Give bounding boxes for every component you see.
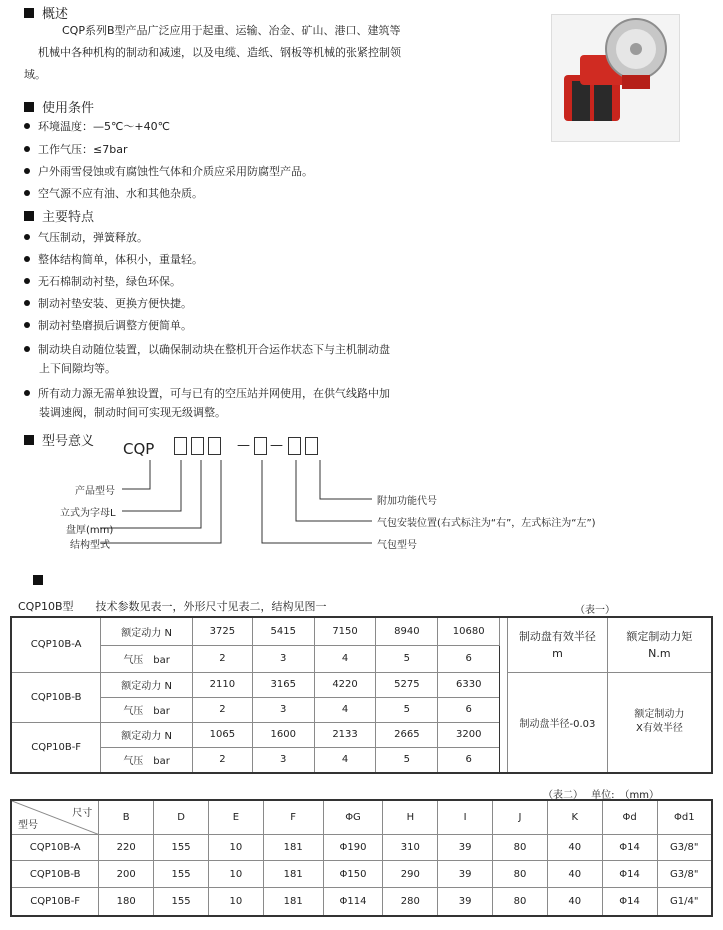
feature-item: 气压制动，弹簧释放。 [24, 230, 148, 245]
model-code-boxes-suffix [288, 437, 318, 455]
table-cell: G3/8" [657, 861, 712, 888]
label-additional-function: 附加功能代号 [377, 496, 437, 507]
table-cell: 80 [493, 861, 548, 888]
table-cell: 额定动力 N [101, 722, 193, 747]
table-cell: 2665 [376, 722, 438, 747]
table-cell: 5275 [376, 672, 438, 697]
table-cell: 2 [192, 645, 252, 672]
table-cell: CQP10B-B [11, 672, 101, 722]
table-cell: 290 [383, 861, 438, 888]
heading-bullet-icon [24, 102, 34, 112]
table-header-row [11, 800, 712, 834]
table-header: K [547, 800, 602, 834]
table-cell: CQP10B-A [11, 617, 101, 672]
table-cell: CQP10B-F [11, 722, 101, 773]
corner-label-model: 型号 [18, 819, 38, 831]
table-cell: 8940 [376, 617, 438, 645]
table-cell: 40 [547, 888, 602, 916]
table-header: F [263, 800, 323, 834]
feature-item: 整体结构简单，体积小，重量轻。 [24, 252, 203, 267]
table-cell: 155 [154, 888, 209, 916]
table-cell: 155 [154, 861, 209, 888]
label-structure-type: 结构型式 [70, 540, 110, 551]
table-cell: 2 [192, 747, 252, 773]
code-box [305, 437, 318, 455]
bullet-icon [24, 168, 30, 174]
table-cell: 181 [263, 888, 323, 916]
table-cell: 39 [438, 834, 493, 861]
table-divider [500, 617, 508, 773]
table-section-bullet-icon [33, 575, 43, 585]
table-cell: 3 [252, 697, 314, 722]
table-cell: Φ114 [323, 888, 383, 916]
table-cell: CQP10B-F [11, 888, 99, 916]
table-cell: 2 [192, 697, 252, 722]
code-box [254, 437, 267, 455]
code-box [174, 437, 187, 455]
table-cell: 5 [376, 697, 438, 722]
feature-item: 制动衬垫安装、更换方便快捷。 [24, 296, 192, 311]
table-cell: 80 [493, 888, 548, 916]
code-box [191, 437, 204, 455]
model-prefix: CQP [123, 440, 155, 458]
table1-label: （表一） [575, 605, 615, 616]
heading-bullet-icon [24, 8, 34, 18]
table-cell: Φ14 [602, 888, 657, 916]
table-cell: 3200 [438, 722, 500, 747]
table-cell: 6330 [438, 672, 500, 697]
table-header: ΦG [323, 800, 383, 834]
table-header: D [154, 800, 209, 834]
table-cell: 10 [208, 861, 263, 888]
table-cell: 180 [99, 888, 154, 916]
table-row [11, 617, 712, 645]
feature-item: 无石棉制动衬垫，绿色环保。 [24, 274, 181, 289]
label-airbag-position: 气包安装位置(右式标注为“右”，左式标注为“左”) [377, 518, 596, 529]
label-product-model: 产品型号 [75, 486, 115, 497]
bullet-icon [24, 190, 30, 196]
table-cell: 280 [383, 888, 438, 916]
code-dash: — [270, 438, 283, 453]
table-row [11, 672, 712, 697]
table-cell: G1/4" [657, 888, 712, 916]
table-cell-torque-value: 额定制动力 X有效半径 [607, 672, 712, 773]
table-cell: 6 [438, 645, 500, 672]
feature-item: 制动衬垫磨损后调整方便简单。 [24, 318, 192, 333]
corner-label-dimension: 尺寸 [72, 808, 93, 819]
table-cell: Φ190 [323, 834, 383, 861]
table-header-torque: 额定制动力矩 N.m [607, 617, 712, 672]
table-cell: 5415 [252, 617, 314, 645]
label-disc-thickness: 盘厚(mm) [66, 525, 114, 536]
model-title: 型号意义 [42, 434, 95, 449]
table-cell: Φ14 [602, 834, 657, 861]
table-cell: 181 [263, 834, 323, 861]
table-cell: 3 [252, 645, 314, 672]
table-header: Φd [602, 800, 657, 834]
table-cell: 额定动力 N [101, 672, 193, 697]
label-airbag-model: 气包型号 [377, 540, 417, 551]
heading-bullet-icon [24, 211, 34, 221]
product-photo [551, 14, 680, 142]
table-cell: 10 [208, 834, 263, 861]
table-cell: 6 [438, 747, 500, 773]
table-cell-radius-value: 制动盘半径-0.03 [508, 672, 608, 773]
bullet-icon [24, 278, 30, 284]
table-cell: 40 [547, 834, 602, 861]
code-box [288, 437, 301, 455]
features-heading [24, 206, 94, 225]
bullet-icon [24, 346, 30, 352]
condition-item: 环境温度：—5℃～+40℃ [24, 119, 170, 134]
table-header: E [208, 800, 263, 834]
table-header-radius: 制动盘有效半径 m [508, 617, 608, 672]
table-corner-cell [11, 800, 99, 834]
table-cell: 4 [314, 645, 376, 672]
bullet-icon [24, 322, 30, 328]
overview-line-2: 机械中各种机构的制动和减速，以及电缆、造纸、钢板等机械的张紧控制领 [38, 46, 401, 59]
table-cell: 6 [438, 697, 500, 722]
table-cell: 10 [208, 888, 263, 916]
table-cell: Φ150 [323, 861, 383, 888]
table-cell: 155 [154, 834, 209, 861]
table-cell: 10680 [438, 617, 500, 645]
table-cell: 7150 [314, 617, 376, 645]
table-cell: 220 [99, 834, 154, 861]
table-cell: 气压 bar [101, 747, 193, 773]
code-dash: — [237, 438, 250, 453]
table2-label: （表二） 单位: （mm） [543, 790, 660, 801]
feature-item: 所有动力源无需单独设置，可与已有的空压站并网使用，在供气线路中加 装调速阀，制动时间可实现无级调整。 [24, 384, 390, 422]
label-vertical-l: 立式为字母L [60, 508, 116, 519]
bullet-icon [24, 390, 30, 396]
table-cell: 4220 [314, 672, 376, 697]
overview-title: 概述 [42, 7, 69, 22]
model-code-boxes [174, 437, 221, 455]
table-cell: 3725 [192, 617, 252, 645]
condition-item: 工作气压：≤7bar [24, 142, 127, 157]
feature-item: 制动块自动随位装置，以确保制动块在整机开合运作状态下与主机制动盘 上下间隙均等。 [24, 340, 390, 378]
table-cell: 1600 [252, 722, 314, 747]
heading-bullet-icon [24, 435, 34, 445]
table1-caption: CQP10B型 技术参数见表一，外形尺寸见表二，结构见图一 [18, 600, 327, 613]
overview-line-3: 域。 [24, 68, 46, 81]
table-cell: 2133 [314, 722, 376, 747]
table-cell: 4 [314, 697, 376, 722]
table-cell: 80 [493, 834, 548, 861]
table-cell: 310 [383, 834, 438, 861]
table-cell: 1065 [192, 722, 252, 747]
overview-line-1: CQP系列B型产品广泛应用于起重、运输、冶金、矿山、港口、建筑等 [62, 24, 401, 37]
table-cell: 5 [376, 645, 438, 672]
model-heading [24, 430, 94, 449]
table-cell: 气压 bar [101, 645, 193, 672]
table-header: H [383, 800, 438, 834]
table-cell: CQP10B-A [11, 834, 99, 861]
table-cell: 181 [263, 861, 323, 888]
table-header: Φd1 [657, 800, 712, 834]
table-cell: G3/8" [657, 834, 712, 861]
table-row [11, 888, 712, 916]
table-cell: 3 [252, 747, 314, 773]
bullet-icon [24, 256, 30, 262]
table-cell: 5 [376, 747, 438, 773]
bullet-icon [24, 300, 30, 306]
table-row [11, 834, 712, 861]
table-cell: CQP10B-B [11, 861, 99, 888]
table-header: B [99, 800, 154, 834]
bullet-icon [24, 234, 30, 240]
bullet-icon [24, 146, 30, 152]
table-header: J [493, 800, 548, 834]
conditions-title: 使用条件 [42, 101, 95, 116]
table-cell: 39 [438, 888, 493, 916]
table-cell: 2110 [192, 672, 252, 697]
bullet-icon [24, 123, 30, 129]
table-cell: 额定动力 N [101, 617, 193, 645]
table-row [11, 861, 712, 888]
condition-item: 户外雨雪侵蚀或有腐蚀性气体和介质应采用防腐型产品。 [24, 164, 313, 179]
table2 [10, 799, 713, 917]
table-header: I [438, 800, 493, 834]
table-cell: 气压 bar [101, 697, 193, 722]
code-box [208, 437, 221, 455]
table1 [10, 616, 713, 774]
conditions-heading [24, 97, 94, 116]
features-title: 主要特点 [42, 210, 95, 225]
table-cell: 40 [547, 861, 602, 888]
table-cell: 200 [99, 861, 154, 888]
brake-image [552, 15, 679, 141]
condition-item: 空气源不应有油、水和其他杂质。 [24, 186, 203, 201]
table-cell: 39 [438, 861, 493, 888]
table-cell: 4 [314, 747, 376, 773]
table-cell: Φ14 [602, 861, 657, 888]
table-cell: 3165 [252, 672, 314, 697]
